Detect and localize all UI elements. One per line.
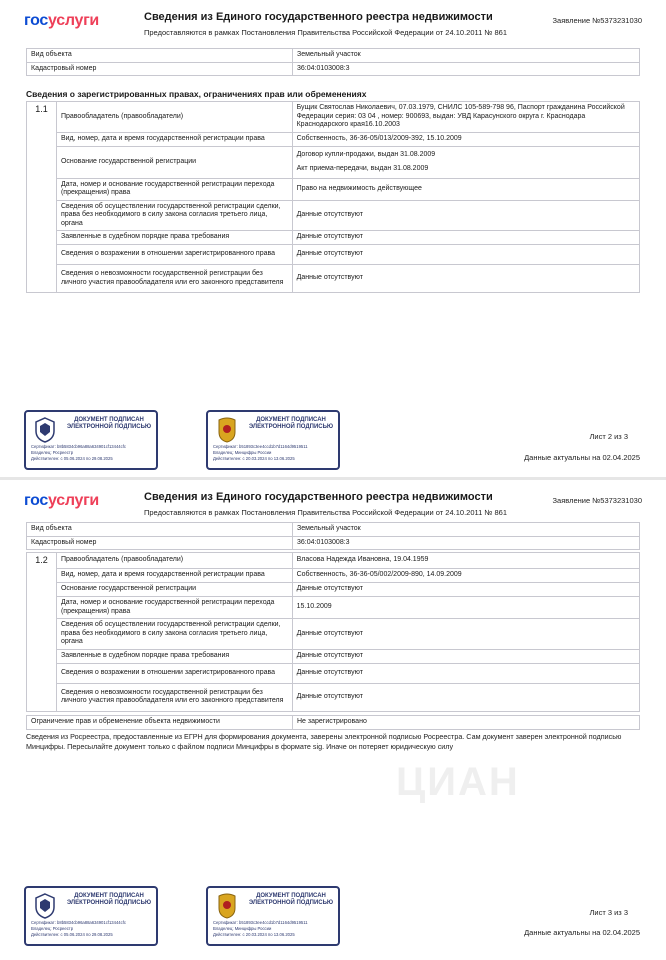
table-row: Сведения об осуществлении государственной регистрации сделки, права без необходимого в силу закона согласия третьего лица, органа Данные отсутствуют bbox=[27, 619, 640, 650]
restriction-value: Не зарегистрировано bbox=[293, 716, 640, 730]
page-sheet-2 bbox=[0, 0, 666, 478]
cadastral-label: Кадастровый номер bbox=[27, 62, 293, 76]
restriction-table bbox=[26, 715, 640, 730]
cadastral-value: 36:04:0103008:3 bbox=[293, 536, 640, 550]
sheet-number: Лист 2 из 3 bbox=[589, 432, 628, 441]
object-type-label: Вид объекта bbox=[27, 49, 293, 63]
table-row: Сведения о возражении в отношении зарегистрированного права Данные отсутствуют bbox=[27, 245, 640, 265]
table-row: Сведения о невозможности государственной регистрации без личного участия правообладателя или его законного представителя Данные отсутствуют bbox=[27, 683, 640, 711]
data-actual-date: Данные актуальны на 02.04.2025 bbox=[524, 928, 640, 937]
statement-number: Заявление №5373231030 bbox=[552, 16, 642, 25]
rosreestr-signature-stamp: ДОКУМЕНТ ПОДПИСАН ЭЛЕКТРОННОЙ ПОДПИСЬЮ Сертификат: b8b5834cb96a88a634901cf13444cfc Владелец: Росреестр Действителен: с 05.06.2024 по 29.08.2025 bbox=[24, 886, 158, 946]
object-type-value: Земельный участок bbox=[293, 49, 640, 63]
document-title: Сведения из Единого государственного реестра недвижимости bbox=[144, 11, 493, 23]
holder-value: Бущик Святослав Николаевич, 07.03.1979, СНИЛС 105-589-798 96, Паспорт гражданина Российской Федерации серия: 03 04 , номер: 900693, выдан: УВД Карасунского округа г. Краснодара Краснодарского края16.10.2003 bbox=[292, 102, 639, 133]
rights-record-2-table bbox=[26, 552, 640, 712]
document-subtitle: Предоставляются в рамках Постановления Правительства Российской Федерации от 24.10.2011 № 861 bbox=[144, 28, 508, 37]
data-actual-date: Данные актуальны на 02.04.2025 bbox=[524, 453, 640, 462]
table-row: Вид, номер, дата и время государственной регистрации права Собственность, 36-36-05/013/2009-392, 15.10.2009 bbox=[27, 132, 640, 146]
object-info-table bbox=[26, 522, 640, 550]
table-row: Дата, номер и основание государственной регистрации перехода (прекращения) права Право на недвижимость действующее bbox=[27, 178, 640, 200]
rosreestr-signature-stamp: ДОКУМЕНТ ПОДПИСАН ЭЛЕКТРОННОЙ ПОДПИСЬЮ Сертификат: b8b5834cb96a88a634901cf13444cfc Владелец: Росреестр Действителен: с 05.06.2024 по 29.08.2025 bbox=[24, 410, 158, 470]
document-title: Сведения из Единого государственного реестра недвижимости bbox=[144, 491, 493, 503]
object-info-table bbox=[26, 48, 640, 76]
table-row: Основание государственной регистрации Данные отсутствуют bbox=[27, 583, 640, 597]
table-row bbox=[27, 523, 640, 537]
rosreestr-emblem-icon bbox=[32, 892, 58, 920]
mincifry-signature-stamp: ДОКУМЕНТ ПОДПИСАН ЭЛЕКТРОННОЙ ПОДПИСЬЮ Сертификат: b51893c3ee4ccd1b7d1164d9519511 Владелец: Минцифры России Действителен: с 20.03.2024 по 13.06.2025 bbox=[206, 410, 340, 470]
cadastral-label: Кадастровый номер bbox=[27, 536, 293, 550]
table-row: Сведения о возражении в отношении зарегистрированного права Данные отсутствуют bbox=[27, 663, 640, 683]
gosuslugi-logo[interactable]: госуслуги bbox=[24, 12, 99, 29]
restriction-label: Ограничение прав и обременение объекта недвижимости bbox=[27, 716, 293, 730]
table-row: Основание государственной регистрации Договор купли-продажи, выдан 31.08.2009 Акт приема-передачи, выдан 31.08.2009 bbox=[27, 146, 640, 178]
rosreestr-emblem-icon bbox=[32, 416, 58, 444]
table-row: Сведения о невозможности государственной регистрации без личного участия правообладателя или его законного представителя Данные отсутствуют bbox=[27, 265, 640, 293]
rights-record-1-table bbox=[26, 101, 640, 293]
statement-number: Заявление №5373231030 bbox=[552, 496, 642, 505]
table-row: Дата, номер и основание государственной регистрации перехода (прекращения) права 15.10.2009 bbox=[27, 597, 640, 619]
coat-of-arms-icon bbox=[214, 892, 240, 920]
section-title: Сведения о зарегистрированных правах, ограничениях прав или обременениях bbox=[26, 89, 367, 99]
object-type-label: Вид объекта bbox=[27, 523, 293, 537]
record-number: 1.1 bbox=[27, 102, 57, 293]
cian-watermark: ЦИАН bbox=[396, 760, 520, 804]
cadastral-value: 36:04:0103008:3 bbox=[293, 62, 640, 76]
record-number: 1.2 bbox=[27, 553, 57, 712]
table-row: Заявленные в судебном порядке права требования Данные отсутствуют bbox=[27, 649, 640, 663]
table-row bbox=[27, 716, 640, 730]
holder-value: Власова Надежда Ивановна, 19.04.1959 bbox=[292, 553, 639, 569]
coat-of-arms-icon bbox=[214, 416, 240, 444]
table-row bbox=[27, 49, 640, 63]
table-row: Вид, номер, дата и время государственной регистрации права Собственность, 36-36-05/002/2009-890, 14.09.2009 bbox=[27, 569, 640, 583]
sheet-number: Лист 3 из 3 bbox=[589, 908, 628, 917]
table-row bbox=[27, 536, 640, 550]
gosuslugi-logo[interactable]: госуслуги bbox=[24, 492, 99, 509]
table-row bbox=[27, 62, 640, 76]
table-row: Заявленные в судебном порядке права требования Данные отсутствуют bbox=[27, 231, 640, 245]
table-row: Сведения об осуществлении государственной регистрации сделки, права без необходимого в силу закона согласия третьего лица, органа Данные отсутствуют bbox=[27, 200, 640, 231]
table-row: 1.2 Правообладатель (правообладатели) Власова Надежда Ивановна, 19.04.1959 bbox=[27, 553, 640, 569]
mincifry-signature-stamp: ДОКУМЕНТ ПОДПИСАН ЭЛЕКТРОННОЙ ПОДПИСЬЮ Сертификат: b51893c3ee4ccd1b7d1164d9519511 Владелец: Минцифры России Действителен: с 20.03.2024 по 13.06.2025 bbox=[206, 886, 340, 946]
object-type-value: Земельный участок bbox=[293, 523, 640, 537]
legal-note: Сведения из Росреестра, предоставленные из ЕГРН для формирования документа, заверены электронной подписью Росреестра. Сам документ заверен электронной подписью Минцифры. Пересылайте документ только с файлом подписи Минцифры в формате sig. Иначе он потеряет юридическую силу bbox=[26, 732, 622, 751]
document-subtitle: Предоставляются в рамках Постановления Правительства Российской Федерации от 24.10.2011 № 861 bbox=[144, 508, 508, 517]
table-row: 1.1 Правообладатель (правообладатели) Бущик Святослав Николаевич, 07.03.1979, СНИЛС 105-589-798 96, Паспорт гражданина Российской Федерации серия: 03 04 , номер: 900693, выдан: УВД Карасунского округа г. Краснодара Краснодарского края16.10.2003 bbox=[27, 102, 640, 133]
page-sheet-3 bbox=[0, 480, 666, 960]
